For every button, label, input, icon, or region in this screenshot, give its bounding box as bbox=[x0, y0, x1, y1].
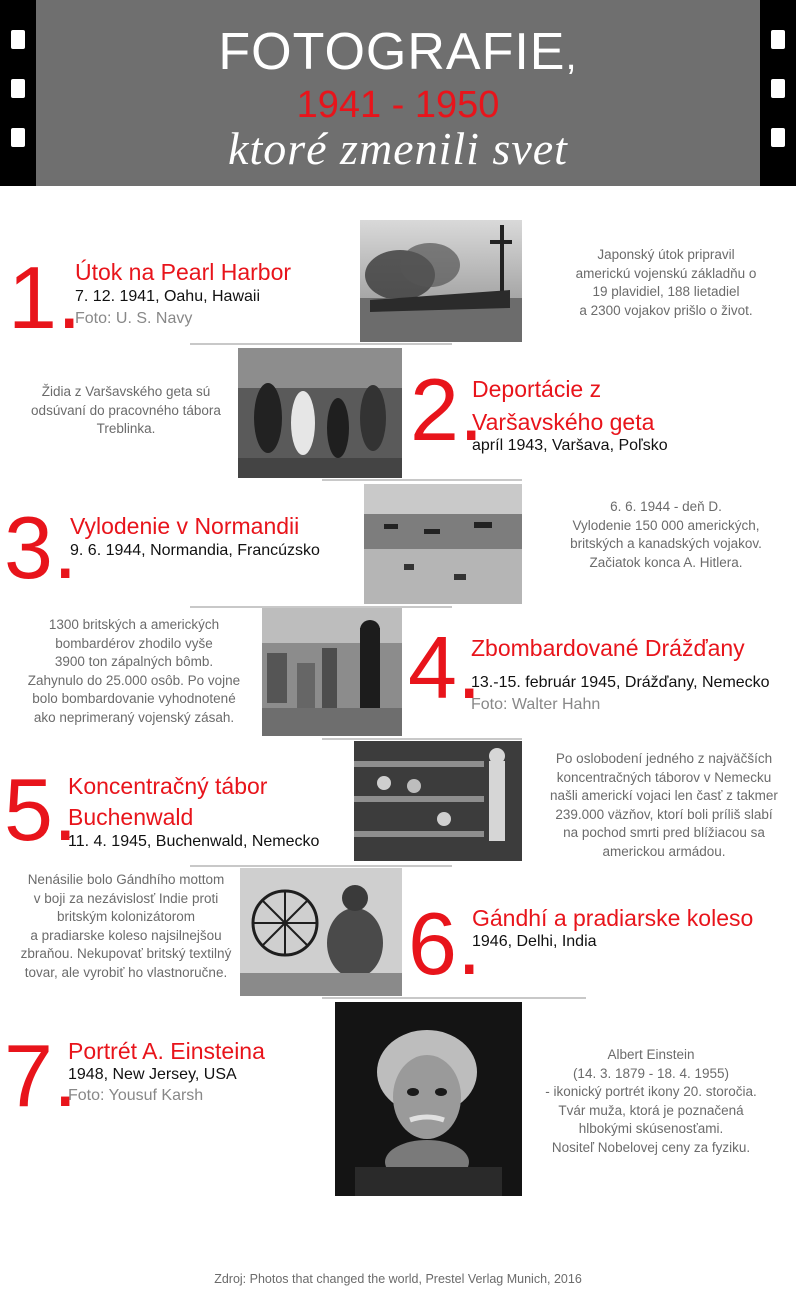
header-banner bbox=[0, 0, 796, 186]
description-line: Treblinka. bbox=[96, 421, 156, 436]
photo-warsaw-ghetto bbox=[238, 348, 402, 478]
item-description bbox=[556, 498, 776, 572]
description-line: hlbokými skúsenosťami. bbox=[578, 1121, 724, 1136]
description-line: Tvár muža, ktorá je poznačená bbox=[558, 1102, 744, 1118]
item-meta: 9. 6. 1944, Normandia, Francúzsko bbox=[70, 542, 320, 559]
description-line: 3900 ton zápalných bômb. bbox=[54, 654, 214, 669]
item-meta: apríl 1943, Varšava, Poľsko bbox=[472, 437, 668, 454]
description-line: na pochod smrti pred blížiacou sa bbox=[563, 825, 765, 840]
item-title: Vylodenie v Normandii bbox=[70, 513, 300, 539]
description-line: a 2300 vojakov prišlo o život. bbox=[579, 302, 753, 318]
description-line: bombardérov zhodilo vyše bbox=[55, 635, 213, 651]
item-title: Gándhí a pradiarske koleso bbox=[472, 905, 754, 931]
description-line: britských a kanadských vojakov. bbox=[570, 536, 762, 551]
item-number-digit: 2 bbox=[410, 360, 459, 459]
item-number-dot: . bbox=[56, 248, 82, 347]
photo-dresden bbox=[262, 608, 402, 736]
item-description bbox=[20, 383, 232, 439]
item-description bbox=[534, 1046, 768, 1157]
item-number-dot: . bbox=[52, 498, 78, 597]
description-line: Japonský útok pripravil bbox=[597, 247, 735, 262]
description-line: Nositeľ Nobelovej ceny za fyziku. bbox=[551, 1139, 751, 1155]
title-comma: , bbox=[565, 34, 578, 78]
item-credit: Foto: Walter Hahn bbox=[471, 696, 601, 713]
description-line: odsúvaní do pracovného tábora bbox=[31, 402, 221, 418]
item-title: Koncentračný tábor bbox=[68, 773, 268, 799]
description-line: britským kolonizátorom bbox=[56, 909, 196, 924]
item-description bbox=[556, 246, 776, 320]
photo-pearl-harbor bbox=[360, 220, 522, 342]
description-line: 1300 britských a amerických bbox=[48, 617, 220, 632]
source-note: Zdroj: Photos that changed the world, Prestel Verlag Munich, 2016 bbox=[214, 1272, 582, 1286]
divider bbox=[322, 479, 522, 481]
title-subtitle: ktoré zmenili svet bbox=[228, 123, 568, 174]
divider bbox=[190, 343, 452, 345]
item-number bbox=[4, 760, 78, 859]
description-line: Židia z Varšavského geta sú bbox=[41, 384, 211, 399]
item-title: Portrét A. Einsteina bbox=[68, 1038, 265, 1064]
item-description bbox=[8, 871, 244, 982]
item-credit: Foto: Yousuf Karsh bbox=[68, 1087, 204, 1104]
description-line: Albert Einstein bbox=[607, 1047, 695, 1062]
item-number-digit: 4 bbox=[408, 618, 457, 717]
item-number-digit: 1 bbox=[8, 248, 57, 347]
description-line: americkou armádou. bbox=[602, 843, 726, 859]
item-meta: 13.-15. február 1945, Drážďany, Nemecko bbox=[471, 674, 770, 691]
item-meta: 7. 12. 1941, Oahu, Hawaii bbox=[75, 288, 261, 305]
description-line: Po oslobodení jedného z najväčších bbox=[555, 751, 773, 766]
description-line: americkú vojenskú základňu o bbox=[575, 265, 757, 281]
photo-normandy bbox=[364, 484, 522, 604]
item-number bbox=[8, 248, 82, 347]
description-line: a pradiarske koleso najsilnejšou bbox=[30, 927, 222, 943]
photo-buchenwald bbox=[354, 741, 522, 861]
divider bbox=[190, 865, 452, 867]
divider bbox=[322, 997, 586, 999]
divider bbox=[322, 738, 522, 740]
item-meta: 11. 4. 1945, Buchenwald, Nemecko bbox=[68, 833, 320, 850]
item-number-dot: . bbox=[456, 618, 482, 717]
item-title-line2: Buchenwald bbox=[68, 804, 194, 830]
title-text: FOTOGRAFIE bbox=[218, 23, 566, 81]
title-years: 1941 - 1950 bbox=[296, 84, 500, 126]
item-description bbox=[544, 750, 784, 861]
item-number-digit: 7 bbox=[4, 1026, 53, 1125]
item-number-digit: 3 bbox=[4, 498, 53, 597]
description-line: 239.000 väzňov, ktorí boli príliš slabí bbox=[555, 806, 773, 822]
description-line: koncentračných táborov v Nemecku bbox=[556, 769, 772, 785]
description-line: tovar, ale vyrobiť ho vlastnoručne. bbox=[24, 964, 228, 980]
item-number-digit: 5 bbox=[4, 760, 53, 859]
description-line: Nenásilie bolo Gándhího mottom bbox=[27, 872, 225, 887]
description-line: 6. 6. 1944 - deň D. bbox=[610, 499, 722, 514]
description-line: (14. 3. 1879 - 18. 4. 1955) bbox=[572, 1065, 730, 1081]
description-line: Zahynulo do 25.000 osôb. Po vojne bbox=[27, 672, 241, 688]
description-line: ako neprimeraný vojenský zásah. bbox=[33, 709, 235, 725]
description-line: Vylodenie 150 000 amerických, bbox=[572, 517, 760, 533]
photo-gandhi bbox=[240, 868, 402, 996]
item-title: Deportácie z bbox=[472, 376, 602, 402]
item-description bbox=[16, 616, 252, 727]
description-line: 19 plavidiel, 188 lietadiel bbox=[592, 284, 740, 299]
item-number-dot: . bbox=[456, 894, 482, 993]
item-meta: 1946, Delhi, India bbox=[472, 933, 597, 950]
photo-einstein bbox=[335, 1002, 522, 1196]
item-title: Zbombardované Drážďany bbox=[471, 635, 745, 661]
description-line: našli americkí vojaci len časť z takmer bbox=[550, 788, 778, 803]
item-number-dot: . bbox=[458, 360, 484, 459]
item-title: Útok na Pearl Harbor bbox=[75, 259, 292, 285]
item-number bbox=[408, 894, 482, 993]
item-number bbox=[4, 498, 78, 597]
item-number-dot: . bbox=[52, 1026, 78, 1125]
description-line: Začiatok konca A. Hitlera. bbox=[589, 554, 743, 570]
item-number bbox=[4, 1026, 78, 1125]
description-line: zbraňou. Nekupovať britský textilný bbox=[20, 946, 232, 961]
item-meta: 1948, New Jersey, USA bbox=[68, 1066, 237, 1083]
item-title-line2: Varšavského geta bbox=[472, 409, 655, 435]
description-line: - ikonický portrét ikony 20. storočia. bbox=[545, 1084, 757, 1099]
description-line: bolo bombardovanie vyhodnotené bbox=[32, 691, 236, 706]
item-credit: Foto: U. S. Navy bbox=[75, 310, 193, 327]
description-line: v boji za nezávislosť Indie proti bbox=[33, 890, 219, 906]
item-number-digit: 6 bbox=[408, 894, 457, 993]
page-title bbox=[0, 22, 796, 82]
item-number-dot: . bbox=[52, 760, 78, 859]
